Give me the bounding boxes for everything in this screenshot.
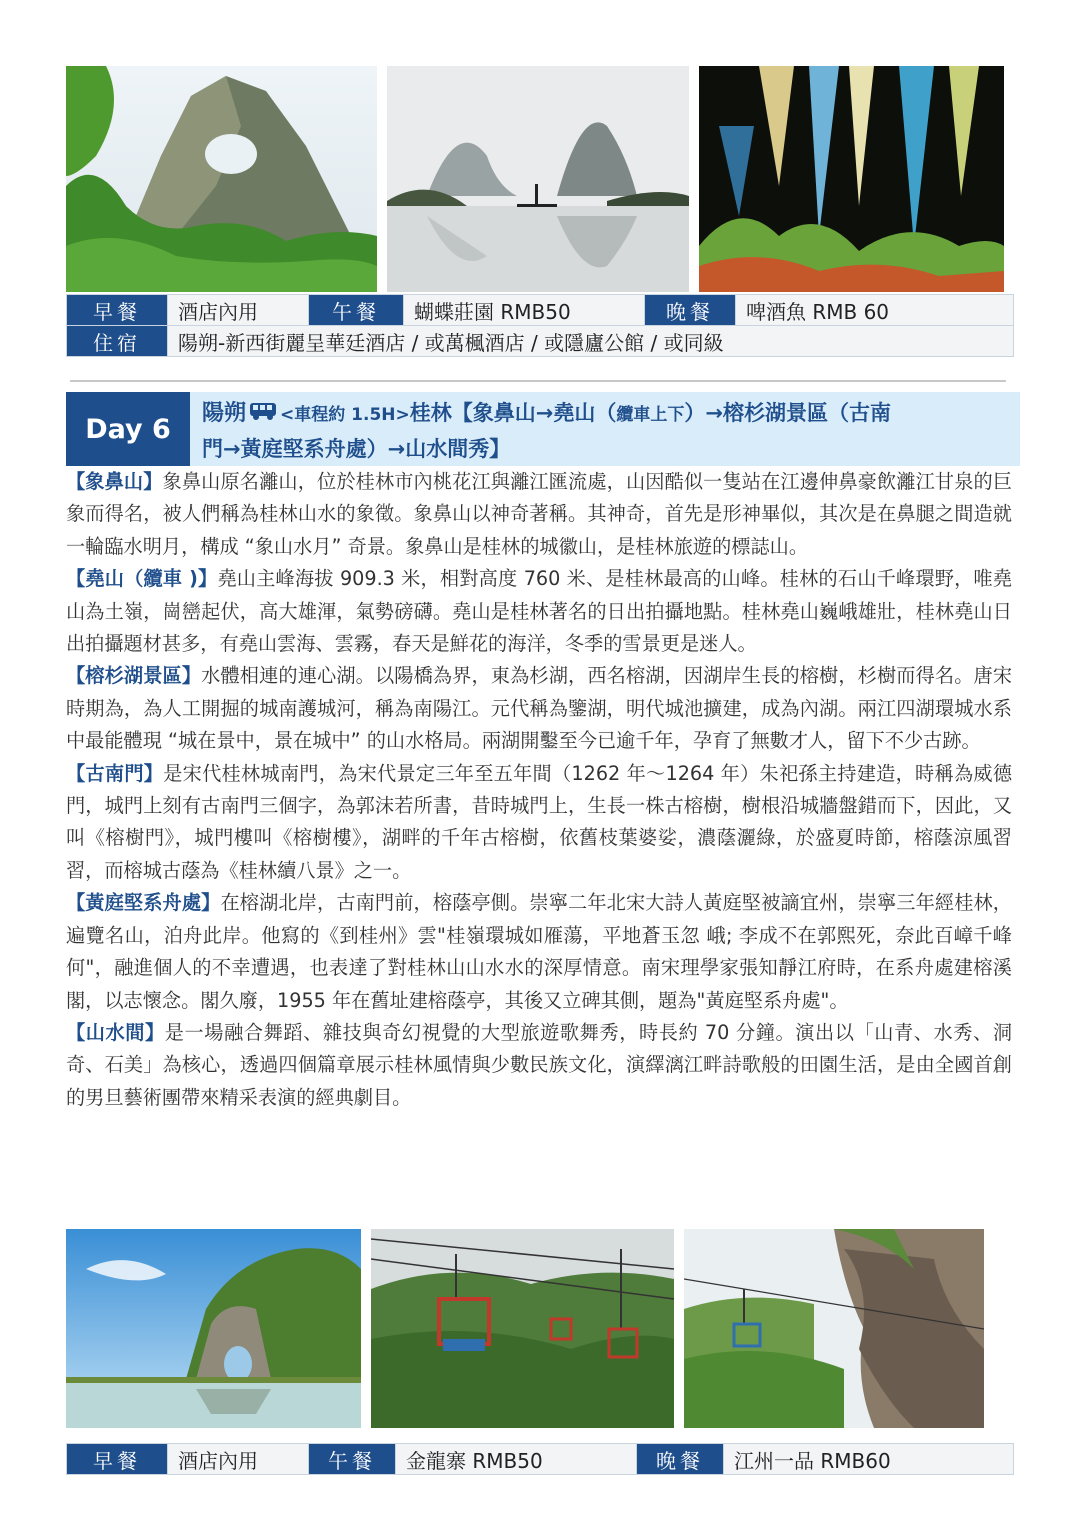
breakfast-label: 早餐 [67,1444,168,1475]
lunch-label: 午餐 [309,295,404,326]
section-shanshuijian-show [66,1017,1012,1114]
section-divider [70,380,1006,382]
section-heading: 【古南門】 [66,761,164,785]
section-heading: 【堯山（纜車 )】 [66,567,218,591]
dinner-value: 啤酒魚 RMB 60 [736,295,1014,326]
section-yaoshan [66,563,1012,660]
section-heading: 【山水間】 [66,1020,165,1044]
dinner-value: 江州一品 RMB60 [724,1444,1014,1475]
section-old-south-gate [66,758,1012,888]
section-heading: 【榕杉湖景區】 [66,664,202,688]
chairlift-cliff-photo [684,1229,984,1428]
silver-cave-photo [699,66,1004,292]
section-text: 水體相連的連心湖。以陽橋為界，東為杉湖，西名榕湖，因湖岸生長的榕樹，杉樹而得名。唐宋時期為，為人工開掘的城南護城河，稱為南陽江。元代稱為鑒湖，明代城池擴建，成為內湖。兩江四湖環城水系中最能體現 “城在景中，景在城中” 的山水格局。兩湖開鑿至今已逾千年，孕育了無數才人，留下不少古跡。 [66,664,1013,753]
bus-icon [249,397,277,431]
day-title-part1: 桂林【象鼻山→堯山（ [409,401,617,425]
itinerary-body [66,466,1012,1114]
section-text: 在榕湖北岸，古南門前，榕蔭亭側。崇寧二年北宋大詩人黃庭堅被謫宜州，崇寧三年經桂林，遍覽名山，泊舟此岸。他寫的《到桂州》雲"桂嶺環城如雁蕩，平地蒼玉忽 峨; 李成不在郭熙死，奈此百嶂千峰何"，融進個人的不幸遭遇，也表達了對桂林山山水水的深厚情意。南宋理學家張知靜江府時，在系舟處建榕溪閣，以志懷念。閣久廢，1955 年在舊址建榕蔭亭，其後又立碑其側，題為"黃庭堅系舟處"。 [66,891,1012,1012]
lunch-value: 金龍寨 RMB50 [396,1444,637,1475]
section-elephant-trunk-hill [66,466,1012,563]
day-drive-time: <車程約 1.5H> [280,405,410,425]
day-from-city: 陽朔 [202,401,247,426]
hotel-label: 住宿 [67,326,168,357]
meals-table-top [66,294,1014,357]
section-huang-tingjian [66,887,1012,1017]
day-title-part2: ）→榕杉湖景區（古南 [684,401,891,425]
day-badge: Day 6 [66,392,190,466]
hotel-value: 陽朔-新西街麗呈華廷酒店 / 或萬楓酒店 / 或隱廬公館 / 或同級 [168,326,1014,357]
section-text: 象鼻山原名灕山，位於桂林市內桃花江與灕江匯流處，山因酷似一隻站在江邊伸鼻豪飲灕江甘泉的巨象而得名，被人們稱為桂林山水的象徵。象鼻山以神奇著稱。其神奇，首先是形神畢似，其次是在鼻腿之間造就一輪臨水明月，構成 “象山水月” 奇景。象鼻山是桂林的城徽山，是桂林旅遊的標誌山。 [66,470,1013,558]
meals-table-bottom [66,1443,1014,1475]
lunch-label: 午餐 [309,1444,396,1475]
breakfast-value: 酒店內用 [168,295,309,326]
breakfast-label: 早餐 [67,295,168,326]
lunch-value: 蝴蝶莊園 RMB50 [404,295,645,326]
dinner-label: 晚餐 [637,1444,724,1475]
section-rongshan-lake [66,660,1012,757]
breakfast-value: 酒店內用 [168,1444,309,1475]
section-heading: 【黃庭堅系舟處】 [66,891,221,915]
section-text: 是一場融合舞蹈、雜技與奇幻視覺的大型旅遊歌舞秀，時長約 70 分鐘。演出以「山青、水秀、洞奇、石美」為核心，透過四個篇章展示桂林風情與少數民族文化，演繹漓江畔詩歌般的田園生活，是由全國首創的男旦藝術團帶來精采表演的經典劇目。 [66,1020,1013,1109]
dinner-label: 晚餐 [645,295,736,326]
elephant-trunk-hill-photo [66,1229,361,1428]
li-river-fisherman-photo [387,66,689,292]
day-title-line2: 門→黃庭堅系舟處）→山水間秀】 [202,437,511,461]
day-title [190,392,1020,466]
section-heading: 【象鼻山】 [66,470,163,493]
yaoshan-cable-car-photo [371,1229,674,1428]
moon-hill-photo [66,66,377,292]
section-text: 是宋代桂林城南門，為宋代景定三年至五年間（1262 年～1264 年）朱祀孫主持建造，時稱為威德門，城門上刻有古南門三個字，為郭沫若所書，昔時城門上，生長一株古榕樹，樹根沿城牆盤錯而下，因此，又叫《榕樹門》，城門樓叫《榕樹樓》，湖畔的千年古榕樹，依舊枝葉婆娑，濃蔭灑綠，於盛夏時節，榕蔭涼風習習，而榕城古蔭為《桂林續八景》之一。 [66,761,1013,882]
section-text: 堯山主峰海拔 909.3 米，相對高度 760 米、是桂林最高的山峰。桂林的石山千峰環野，唯堯山為土嶺，崗巒起伏，高大雄渾，氣勢磅礴。堯山是桂林著名的日出拍攝地點。桂林堯山巍峨雄壯，桂林堯山日出拍攝題材甚多，有堯山雲海、雲霧，春天是鮮花的海洋，冬季的雪景更是迷人。 [66,567,1012,656]
day-title-cable: 纜車上下 [616,405,685,425]
